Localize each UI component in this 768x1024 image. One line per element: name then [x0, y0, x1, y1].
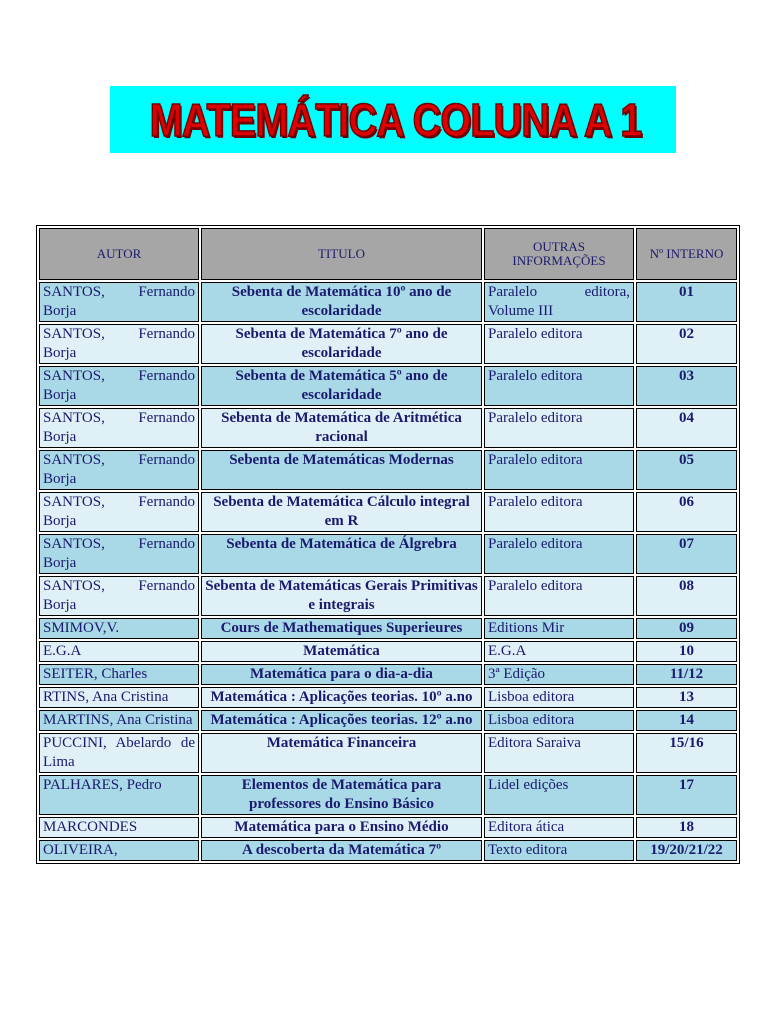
- titulo-cell: Cours de Mathematiques Superieures: [201, 618, 482, 639]
- numero-cell: 18: [636, 817, 737, 838]
- titulo-cell: Sebenta de Matemática Cálculo integral em R: [201, 492, 482, 532]
- table-row: [39, 324, 737, 364]
- autor-cell: SANTOS, Fernando Borja: [39, 492, 199, 532]
- numero-cell: 01: [636, 282, 737, 322]
- table-row: [39, 817, 737, 838]
- numero-cell: 15/16: [636, 733, 737, 773]
- numero-cell: 02: [636, 324, 737, 364]
- numero-cell: 08: [636, 576, 737, 616]
- table-row: [39, 408, 737, 448]
- banner-title: MATEMÁTICA COLUNA A 1: [149, 94, 642, 146]
- numero-cell: 03: [636, 366, 737, 406]
- outras-cell: Paralelo editora: [484, 576, 634, 616]
- table-row: [39, 664, 737, 685]
- autor-cell: SANTOS, Fernando Borja: [39, 576, 199, 616]
- outras-cell: Lidel edições: [484, 775, 634, 815]
- titulo-cell: Sebenta de Matemática de Aritmética racional: [201, 408, 482, 448]
- outras-cell: Paralelo editora: [484, 366, 634, 406]
- title-banner: [110, 86, 676, 153]
- outras-cell: Editora Saraiva: [484, 733, 634, 773]
- autor-cell: PUCCINI, Abelardo de Lima: [39, 733, 199, 773]
- titulo-cell: Sebenta de Matemática 5º ano de escolaridade: [201, 366, 482, 406]
- outras-cell: Paralelo editora: [484, 534, 634, 574]
- numero-cell: 19/20/21/22: [636, 840, 737, 861]
- table-row: [39, 687, 737, 708]
- header-numero: Nº INTERNO: [636, 228, 737, 280]
- autor-cell: E.G.A: [39, 641, 199, 662]
- table-row: [39, 840, 737, 861]
- autor-cell: SANTOS, Fernando Borja: [39, 450, 199, 490]
- outras-cell: E.G.A: [484, 641, 634, 662]
- outras-cell: Paralelo editora: [484, 450, 634, 490]
- outras-cell: Paralelo editora: [484, 324, 634, 364]
- outras-cell: Paralelo editora, Volume III: [484, 282, 634, 322]
- table-row: [39, 534, 737, 574]
- header-outras: OUTRAS INFORMAÇÕES: [484, 228, 634, 280]
- numero-cell: 11/12: [636, 664, 737, 685]
- outras-cell: Lisboa editora: [484, 710, 634, 731]
- table-row: [39, 366, 737, 406]
- book-catalog-table: [36, 225, 740, 864]
- titulo-cell: Sebenta de Matemática 7º ano de escolaridade: [201, 324, 482, 364]
- titulo-cell: Sebenta de Matemática 10º ano de escolaridade: [201, 282, 482, 322]
- autor-cell: SANTOS, Fernando Borja: [39, 324, 199, 364]
- table-header-row: [39, 228, 737, 280]
- autor-cell: SANTOS, Fernando Borja: [39, 366, 199, 406]
- outras-cell: Paralelo editora: [484, 492, 634, 532]
- table-row: [39, 492, 737, 532]
- numero-cell: 04: [636, 408, 737, 448]
- outras-cell: Editions Mir: [484, 618, 634, 639]
- table-row: [39, 618, 737, 639]
- table-row: [39, 282, 737, 322]
- autor-cell: SMIMOV,V.: [39, 618, 199, 639]
- numero-cell: 06: [636, 492, 737, 532]
- titulo-cell: Sebenta de Matemáticas Gerais Primitivas e integrais: [201, 576, 482, 616]
- outras-cell: Editora ática: [484, 817, 634, 838]
- titulo-cell: Matemática : Aplicações teorias. 12º a.no: [201, 710, 482, 731]
- autor-cell: OLIVEIRA,: [39, 840, 199, 861]
- titulo-cell: Sebenta de Matemática de Álgrebra: [201, 534, 482, 574]
- numero-cell: 14: [636, 710, 737, 731]
- numero-cell: 07: [636, 534, 737, 574]
- numero-cell: 09: [636, 618, 737, 639]
- numero-cell: 05: [636, 450, 737, 490]
- outras-cell: Texto editora: [484, 840, 634, 861]
- outras-cell: 3ª Edição: [484, 664, 634, 685]
- titulo-cell: Matemática Financeira: [201, 733, 482, 773]
- titulo-cell: Matemática : Aplicações teorias. 10º a.no: [201, 687, 482, 708]
- autor-cell: SANTOS, Fernando Borja: [39, 408, 199, 448]
- autor-cell: SEITER, Charles: [39, 664, 199, 685]
- titulo-cell: A descoberta da Matemática 7º: [201, 840, 482, 861]
- outras-cell: Paralelo editora: [484, 408, 634, 448]
- header-titulo: TITULO: [201, 228, 482, 280]
- autor-cell: SANTOS, Fernando Borja: [39, 534, 199, 574]
- autor-cell: MARTINS, Ana Cristina: [39, 710, 199, 731]
- table-row: [39, 775, 737, 815]
- table-row: [39, 450, 737, 490]
- table-row: [39, 710, 737, 731]
- numero-cell: 10: [636, 641, 737, 662]
- numero-cell: 13: [636, 687, 737, 708]
- outras-cell: Lisboa editora: [484, 687, 634, 708]
- autor-cell: MARCONDES: [39, 817, 199, 838]
- titulo-cell: Matemática para o Ensino Médio: [201, 817, 482, 838]
- titulo-cell: Matemática: [201, 641, 482, 662]
- table-row: [39, 641, 737, 662]
- numero-cell: 17: [636, 775, 737, 815]
- autor-cell: PALHARES, Pedro: [39, 775, 199, 815]
- autor-cell: SANTOS, Fernando Borja: [39, 282, 199, 322]
- titulo-cell: Elementos de Matemática para professores do Ensino Básico: [201, 775, 482, 815]
- table-row: [39, 733, 737, 773]
- autor-cell: RTINS, Ana Cristina: [39, 687, 199, 708]
- table-row: [39, 576, 737, 616]
- titulo-cell: Matemática para o dia-a-dia: [201, 664, 482, 685]
- header-autor: AUTOR: [39, 228, 199, 280]
- titulo-cell: Sebenta de Matemáticas Modernas: [201, 450, 482, 490]
